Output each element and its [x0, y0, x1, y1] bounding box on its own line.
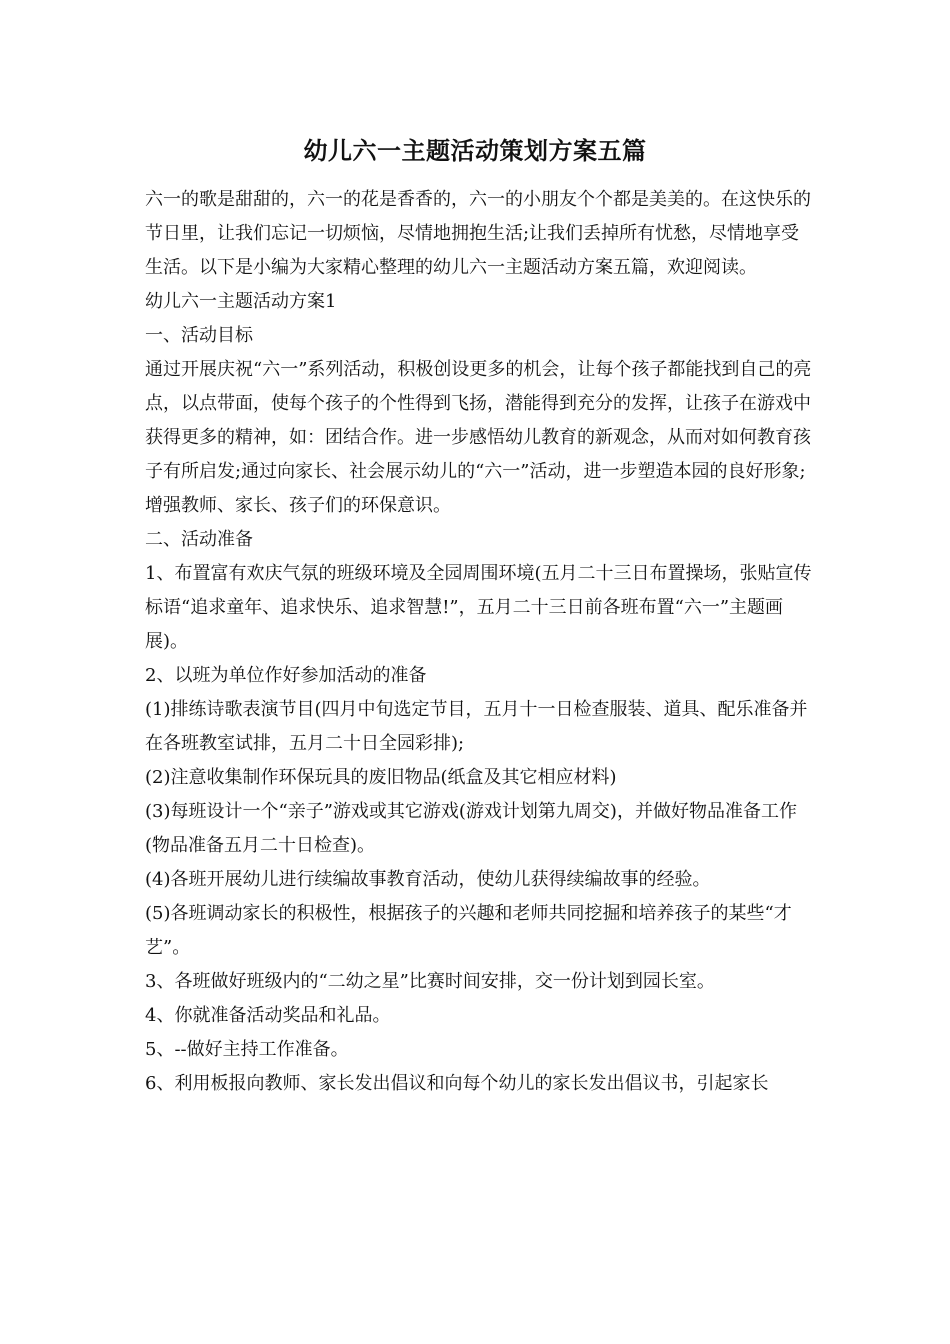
section-heading-goals: 一、活动目标 [145, 325, 253, 346]
goals-paragraph: 通过开展庆祝“六一”系列活动，积极创设更多的机会，让每个孩子都能找到自己的亮点，以点带面，使每个孩子的个性得到飞扬，潜能得到充分的发挥，让孩子在游戏中获得更多的精神，如：团结合作。进一步感悟幼儿教育的新观念，从而对如何教育孩子有所启发;通过向家长、社会展示幼儿的“六一”活动，进一步塑造本园的良好形象;增强教师、家长、孩子们的环保意识。 [145, 359, 812, 516]
list-item: (3)每班设计一个“亲子”游戏或其它游戏(游戏计划第九周交)，并做好物品准备工作(物品准备五月二十日检查)。 [145, 801, 797, 856]
list-item: (4)各班开展幼儿进行续编故事教育活动，使幼儿获得续编故事的经验。 [145, 869, 711, 890]
list-item: 1、布置富有欢庆气氛的班级环境及全园周围环境(五月二十三日布置操场，张贴宣传标语“追求童年、追求快乐、追求智慧!”，五月二十三日前各班布置“六一”主题画展)。 [145, 563, 812, 652]
list-item: 5、--做好主持工作准备。 [145, 1039, 349, 1060]
list-item: (5)各班调动家长的积极性，根据孩子的兴趣和老师共同挖掘和培养孩子的某些“才艺”。 [145, 903, 792, 958]
intro-paragraph: 六一的歌是甜甜的，六一的花是香香的，六一的小朋友个个都是美美的。在这快乐的节日里，让我们忘记一切烦恼，尽情地拥抱生活;让我们丢掉所有忧愁，尽情地享受生活。以下是小编为大家精心整理的幼儿六一主题活动方案五篇，欢迎阅读。 [145, 189, 811, 278]
list-item: 4、你就准备活动奖品和礼品。 [145, 1005, 391, 1026]
section-heading-plan-1: 幼儿六一主题活动方案1 [145, 291, 337, 312]
list-item: (1)排练诗歌表演节目(四月中旬选定节目，五月十一日检查服装、道具、配乐准备并在各班教室试排，五月二十日全园彩排); [145, 699, 808, 754]
list-item: 6、利用板报向教师、家长发出倡议和向每个幼儿的家长发出倡议书，引起家长 [145, 1073, 769, 1094]
list-item: 3、各班做好班级内的“二幼之星”比赛时间安排，交一份计划到园长室。 [145, 971, 715, 992]
section-heading-preparation: 二、活动准备 [145, 529, 253, 550]
document-body [145, 183, 815, 1101]
document-title: 幼儿六一主题活动策划方案五篇 [303, 136, 647, 165]
list-item: (2)注意收集制作环保玩具的废旧物品(纸盒及其它相应材料) [145, 767, 617, 788]
list-item: 2、以班为单位作好参加活动的准备 [145, 665, 427, 686]
